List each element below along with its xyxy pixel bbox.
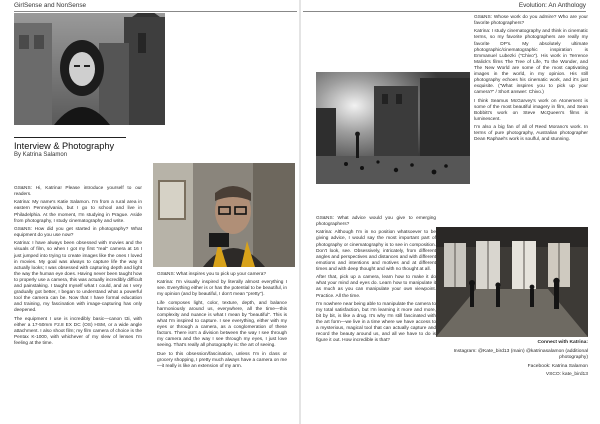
column-3-paragraph: After that, pick up a camera, learn how to make it do what your mind and eyes do. Learn how to manipulate it as much as you can manipulate your own viewpoint. Practice. All the time. bbox=[316, 275, 436, 299]
column-2-paragraph: GS&NS: What inspires you to pick up your camera? bbox=[157, 272, 267, 277]
column-3-paragraph: I'm nowhere near being able to manipulate the camera to my total satisfaction, but I'm learning it more and more, bit by bit, is like a drug. It's why I'm still fascinated with the art form—we live in a time where we have access to a mysterious, magical tool that can actually capture and record the beauty around us, and all we have to do is figure it out. How incredible is that? bbox=[316, 301, 436, 344]
column-3-paragraph: Katrina: Although I'm in no position whatsoever to be giving advice, I would say the most important part of photography or cinematography is to see in composition. Don't look, see. Obsessively, intricately, from different angles and perspectives and distances and with different emotions and intentions and motives and at different times and with deep thought and with no thought at all. bbox=[316, 230, 436, 272]
instagram-handle: Instagram: @Kate_bird13 (main) @katrinasalamon (additional photography) bbox=[453, 348, 588, 361]
right-running-header: Evolution: An Anthology bbox=[518, 2, 586, 9]
column-1-paragraph: GS&NS: Hi, Katrina! Please introduce yourself to our readers. bbox=[14, 186, 142, 198]
photographer-photo bbox=[153, 163, 295, 267]
connect-heading: Connect with Katrina: bbox=[537, 340, 588, 345]
street-photo bbox=[316, 72, 470, 184]
page-gutter bbox=[299, 0, 301, 424]
facebook-handle: Facebook: Katrina Salamon bbox=[527, 363, 588, 369]
interview-column-1 bbox=[14, 186, 142, 349]
column-3-paragraph: GS&NS: What advice would you give to emerging photographers? bbox=[316, 216, 436, 228]
portrait-photo bbox=[14, 13, 165, 125]
left-header-rule bbox=[14, 11, 297, 12]
column-2-paragraph: Katrina: I'm visually inspired by literally almost everything I see. Everything either is or has the potential to be beautiful, in my opinion (and by beautiful, I don't mean "pretty"). bbox=[157, 280, 287, 298]
interior-photo-image bbox=[436, 227, 588, 337]
column-4-paragraph: GS&NS: Whose work do you admire? Who are your favorite photographers? bbox=[474, 15, 588, 27]
column-2-paragraph: Due to this obsession/fascination, unless I'm in class or grocery shopping, I pretty much always have a camera on me—it really is like an extension of my arm. bbox=[157, 351, 287, 369]
column-2-paragraph: Life composes light, color, texture, depth, and balance harmoniously around us, everywhere, all the time—this complexity and nuance is what I mean by "beautiful". This is what I'm inspired to capture. I see everything, either with my eyes or through a camera, as a conglomeration of these factors. There isn't a division between the way I see through my camera and the way I see through my eyes, I just love seeing. That's really all photography is: the art of seeing. bbox=[157, 300, 287, 349]
left-running-header: GirlSense and NonSense bbox=[14, 2, 87, 9]
column-1-paragraph: Katrina: I have always been obsessed with movies and the visuals of film, so when I got my first "real" camera at 16 I just jumped into trying to create images like the ones I loved in movies. My goal was always to capture life the way it actually looks; I was obsessed with capturing depth and light the way the human eye does. Having never been taught how to properly use a camera, this was actually incredibly difficult and painstaking. I taught myself what I could, and as I very gradually got better, I began to understand what a powerful tool the camera can be. Now that I have formal education and training, my fascination with image-capturing has only deepened. bbox=[14, 241, 142, 314]
column-4-paragraph: I'm also a big fan of all of Reed Morano's work. In terms of pure photography, Australian photographer Dean Raphael's work is soulful, and stunning. bbox=[474, 125, 588, 143]
column-4-paragraph: I think Seamus McGarvey's work on Atonement is some of the most beautiful imagery in film, and Sean Bobbitt's work on Steve McQueen's films is luminescent. bbox=[474, 98, 588, 122]
interview-column-2 bbox=[157, 272, 287, 372]
column-1-paragraph: Katrina: My name's Katie Salamon. I'm from a rural area in eastern Pennsylvania, but I go to school and live in Philadelphia. At the moment, I'm studying in Prague. Aside from photography, I study cinematography and write. bbox=[14, 200, 142, 224]
column-1-paragraph: The equipment I use is incredibly basic—canon t3i, with either a 17-50mm F2.8 EX DC (OS) HSM, or a wide angle attachment. I also shoot film; my film camera of choice is the Pentax K-1000, with whichever of my slew of lenses I'm feeling at the time. bbox=[14, 316, 142, 346]
column-1-paragraph: GS&NS: How did you get started in photography? What equipment do you use now? bbox=[14, 226, 142, 239]
title-rule bbox=[14, 137, 126, 138]
interview-column-3 bbox=[316, 216, 436, 347]
street-photo-image bbox=[316, 72, 470, 184]
photographer-photo-image bbox=[153, 163, 295, 267]
interview-column-4 bbox=[474, 15, 588, 146]
interior-photo bbox=[436, 227, 588, 337]
connect-block bbox=[442, 340, 588, 381]
column-4-paragraph: Katrina: I study cinematography and think in cinematic terms, so my favorite photographers are really my favorite DP's. My absolutely ultimate photographic/cinematographic inspiration is Emmanuel Lubezki ("Chivo"). His work in Terrence Malick's films The Tree of Life, To the Wonder, and The New World are some of the most captivating images in the world, in my opinion. His still photography echoes his cinematic work, and it's just exquisite. ("What inspires you to pick up your camera?" / Short answer: Chivo.) bbox=[474, 29, 588, 96]
vsco-handle: VSCO: kate_bird13 bbox=[545, 372, 588, 378]
right-header-rule bbox=[303, 11, 586, 12]
article-title: Interview & Photography bbox=[14, 141, 115, 151]
article-byline: By Katrina Salamon bbox=[14, 152, 68, 158]
portrait-photo-image bbox=[14, 13, 165, 125]
